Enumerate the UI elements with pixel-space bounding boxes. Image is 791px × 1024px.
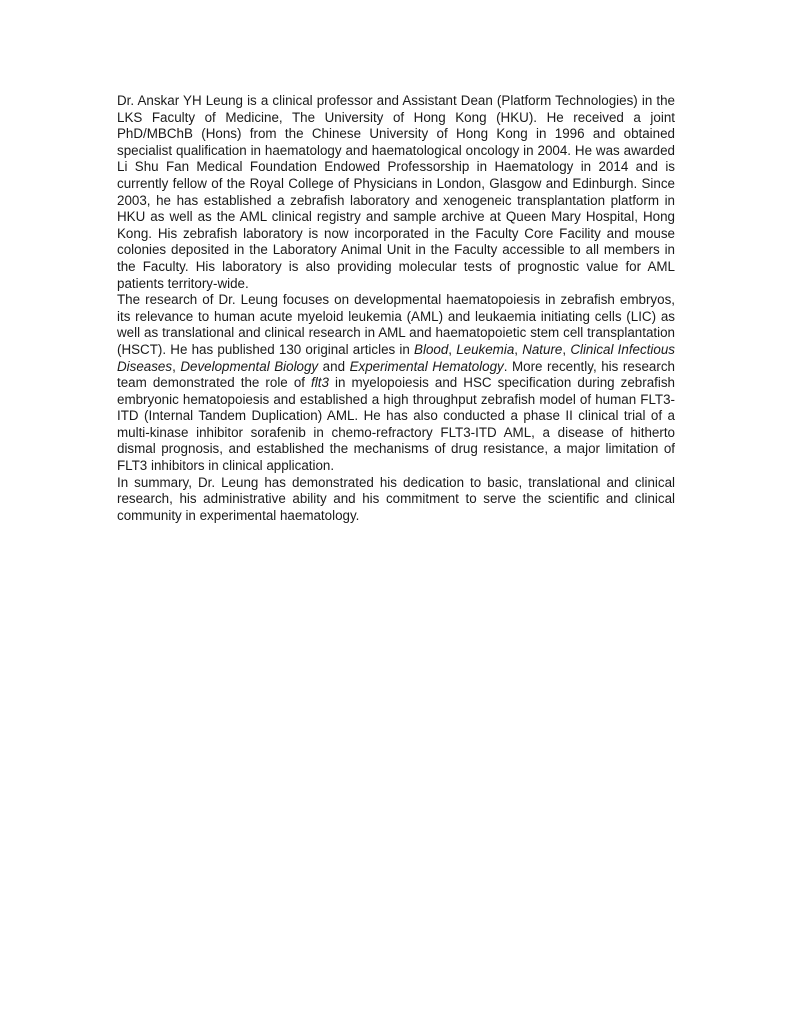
document-body <box>117 93 675 524</box>
text-run: in myelopoiesis and HSC specification during zebrafish embryonic hematopoiesis and established a high throughput zebrafish model of human FLT3-ITD (Internal Tandem Duplication) AML. He has also conducted a phase II clinical trial of a multi-kinase inhibitor sorafenib in chemo-refractory FLT3-ITD AML, a disease of hitherto dismal prognosis, and established the mechanisms of drug resistance, a major limitation of FLT3 inhibitors in clinical application. <box>117 375 675 474</box>
text-run: , <box>172 358 181 374</box>
italic-text-run: Developmental Biology <box>180 358 319 374</box>
text-run: Dr. Anskar YH Leung is a clinical professor and Assistant Dean (Platform Technologies) in the LKS Faculty of Medicine, The University of Hong Kong (HKU). He received a joint PhD/MBChB (Hons) from the Chinese University of Hong Kong in 1996 and obtained specialist qualification in haematology and haematological oncology in 2004. He was awarded Li Shu Fan Medical Foundation Endowed Professorship in Haematology in 2014 and is currently fellow of the Royal College of Physicians in London, Glasgow and Edinburgh. Since 2003, he has established a zebrafish laboratory and xenogeneic transplantation platform in HKU as well as the AML clinical registry and sample archive at Queen Mary Hospital, Hong Kong. His zebrafish laboratory is now incorporated in the Faculty Core Facility and mouse colonies deposited in the Laboratory Animal Unit in the Faculty accessible to all members in the Faculty. His laboratory is also providing molecular tests of prognostic value for AML patients territory-wide. <box>117 93 675 291</box>
italic-text-run: Experimental Hematology <box>349 358 504 374</box>
text-run: . More recently, his research team demonstrated the role of <box>117 358 675 391</box>
italic-text-run: Blood <box>414 341 449 357</box>
paragraph-1 <box>117 93 675 292</box>
italic-text-run: Leukemia <box>456 341 515 357</box>
paragraph-3 <box>117 475 675 525</box>
italic-text-run: Clinical Infectious Diseases <box>117 341 675 374</box>
paragraph-2 <box>117 292 675 475</box>
text-run: , <box>514 341 523 357</box>
text-run: The research of Dr. Leung focuses on developmental haematopoiesis in zebrafish embryos, its relevance to human acute myeloid leukemia (AML) and leukaemia initiating cells (LIC) as well as translational and clinical research in AML and haematopoietic stem cell transplantation (HSCT). He has published 130 original articles in <box>117 292 675 357</box>
text-run: and <box>318 358 350 374</box>
text-run: , <box>562 341 571 357</box>
text-run: , <box>448 341 457 357</box>
italic-text-run: flt3 <box>311 375 329 391</box>
text-run: In summary, Dr. Leung has demonstrated his dedication to basic, translational and clinical research, his administrative ability and his commitment to serve the scientific and clinical community in experimental haematology. <box>117 474 675 523</box>
italic-text-run: Nature <box>522 341 563 357</box>
